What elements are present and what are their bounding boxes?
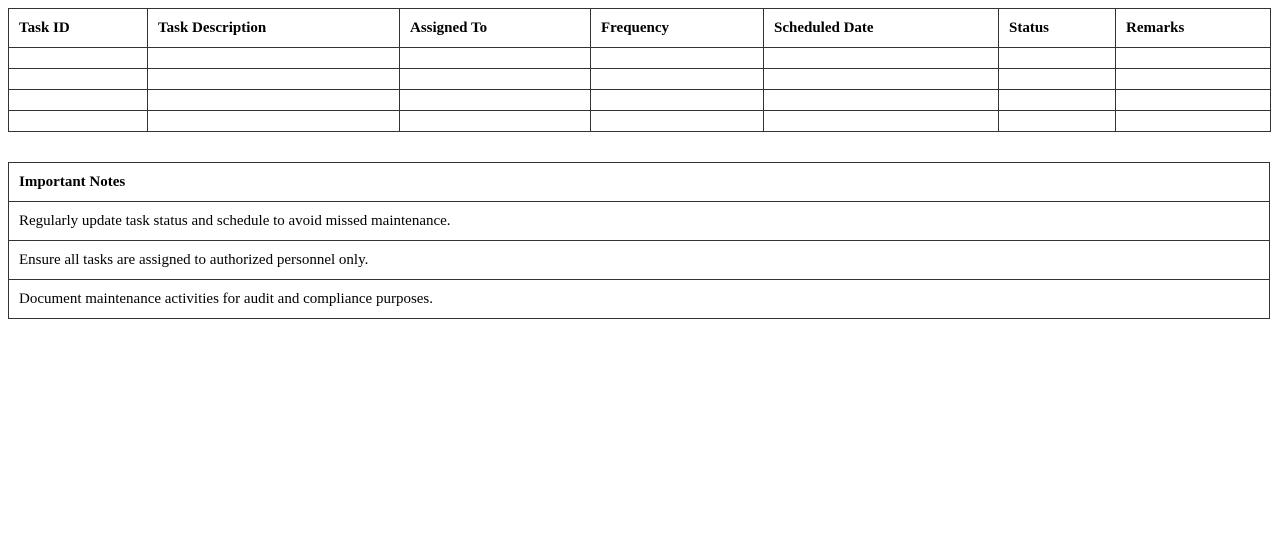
table-row xyxy=(9,111,1271,132)
table-cell[interactable] xyxy=(764,69,999,90)
column-header-task-id: Task ID xyxy=(9,9,148,48)
table-cell[interactable] xyxy=(999,69,1116,90)
table-cell[interactable] xyxy=(591,48,764,69)
table-cell[interactable] xyxy=(9,69,148,90)
column-header-frequency: Frequency xyxy=(591,9,764,48)
table-cell[interactable] xyxy=(400,48,591,69)
table-cell[interactable] xyxy=(148,111,400,132)
table-cell[interactable] xyxy=(148,69,400,90)
table-cell[interactable] xyxy=(591,90,764,111)
notes-header-row xyxy=(9,163,1270,202)
table-cell[interactable] xyxy=(764,111,999,132)
table-cell[interactable] xyxy=(9,90,148,111)
table-cell[interactable] xyxy=(999,111,1116,132)
table-cell[interactable] xyxy=(400,111,591,132)
column-header-status: Status xyxy=(999,9,1116,48)
table-cell[interactable] xyxy=(764,48,999,69)
table-cell[interactable] xyxy=(400,69,591,90)
note-item: Regularly update task status and schedule to avoid missed maintenance. xyxy=(9,202,1270,241)
column-header-assigned-to: Assigned To xyxy=(400,9,591,48)
table-header-row xyxy=(9,9,1271,48)
table-row xyxy=(9,69,1271,90)
column-header-task-description: Task Description xyxy=(148,9,400,48)
table-cell[interactable] xyxy=(1116,69,1271,90)
table-cell[interactable] xyxy=(1116,90,1271,111)
note-item: Document maintenance activities for audit and compliance purposes. xyxy=(9,280,1270,319)
maintenance-tasks-table xyxy=(8,8,1271,132)
table-cell[interactable] xyxy=(148,90,400,111)
table-cell[interactable] xyxy=(591,111,764,132)
note-row xyxy=(9,241,1270,280)
table-cell[interactable] xyxy=(148,48,400,69)
table-cell[interactable] xyxy=(1116,111,1271,132)
table-cell[interactable] xyxy=(1116,48,1271,69)
table-cell[interactable] xyxy=(999,48,1116,69)
column-header-remarks: Remarks xyxy=(1116,9,1271,48)
notes-heading: Important Notes xyxy=(9,163,1270,202)
note-row xyxy=(9,280,1270,319)
table-cell[interactable] xyxy=(591,69,764,90)
table-cell[interactable] xyxy=(9,48,148,69)
table-cell[interactable] xyxy=(9,111,148,132)
note-row xyxy=(9,202,1270,241)
document-body xyxy=(8,8,1270,319)
note-item: Ensure all tasks are assigned to authorized personnel only. xyxy=(9,241,1270,280)
table-cell[interactable] xyxy=(764,90,999,111)
table-row xyxy=(9,48,1271,69)
column-header-scheduled-date: Scheduled Date xyxy=(764,9,999,48)
table-cell[interactable] xyxy=(999,90,1116,111)
table-cell[interactable] xyxy=(400,90,591,111)
important-notes-table xyxy=(8,162,1270,319)
table-row xyxy=(9,90,1271,111)
